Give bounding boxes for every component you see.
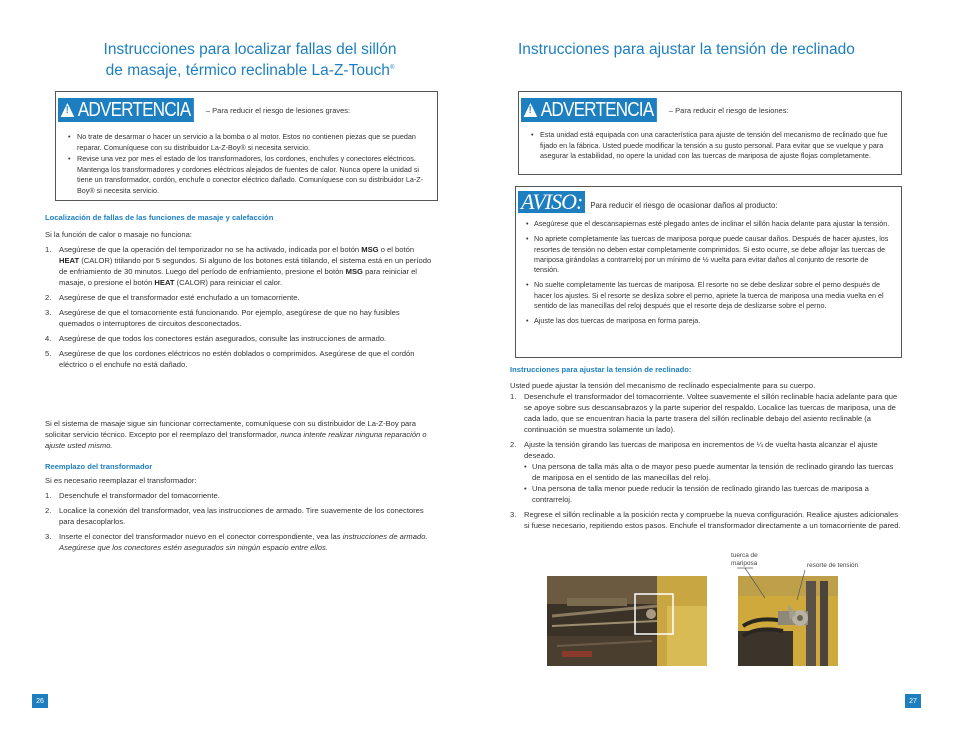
list-item: • Esta unidad está equipada con una característica para ajuste de tensión del mecanismo de reclinado que fue fijado en la fábrica. Usted puede modificar la tensión a su gusto personal. Para evitar que se vuelque y para asegurar la estabilidad, no opere la unidad con las tuercas de mariposa de ajuste flojas completamente. [531,130,893,162]
list-item: 2. Ajuste la tensión girando las tuercas de mariposa en incrementos de ¼ de vuelta hasta alcanzar el ajuste deseado. • Una persona de talla más alta o de mayor peso puede aumentar la tensión de reclinado girando las tuercas de mariposa en el sentido de las manecillas del reloj. • Una persona de talla menor puede reducir la tensión de reclinado girando las tuercas de mariposa a contrarreloj. [510,439,902,505]
list-item: 1. Asegúrese de que la operación del temporizador no se ha activado, indicada por el botón MSG o el botón HEAT (CALOR) titilando por 5 segundos. Si alguno de los botones está titilando, el sistema está en un período de enfriamiento de 30 minutos. Luego del período de enfriamiento, presione el botón MSG para reiniciar el masaje, o presione el botón HEAT (CALOR) para reiniciar el calor. [45,245,432,287]
section-transformer [45,475,435,553]
left-page-title: Instrucciones para localizar fallas del sillón de masaje, térmico reclinable La-Z-Touch® [103,41,397,80]
list-item: 3. Asegúrese de que el tomacorriente está funcionando. Por ejemplo, asegúrese de que no hay fusibles quemados o interruptores de circuitos desconectados. [45,308,400,328]
section-intro: Si la función de calor o masaje no funciona: [45,230,192,239]
wing-nut-caption: tuerca de mariposa [731,552,758,567]
aviso-list [526,219,893,327]
list-item: 3. Inserte el conector del transformador nuevo en el conector correspondiente, vea las instrucciones de armado. Asegúrese que los conectores estén asegurados sin ningún espacio entre ellos. [45,532,428,552]
list-item: • Revise una vez por mes el estado de los transformadores, los cordones, enchufes y conectores eléctricos. Mantenga los transformadores y cordones eléctricos alejados de fuentes de calor. Nunca opere la unidad si tiene un transformador, cordón, enchufe o conector eléctrico dañado. Comuníquese con su distribuidor La-Z-Boy® si necesita servicio. [68,154,429,196]
aviso-label: AVISO: [518,191,585,213]
list-item: 3. Regrese el sillón reclinable a la posición recta y compruebe la nueva configuración. Realice ajustes adicionales si fuese necesario, repitiendo estos pasos. Enchufe el transformador directamente a un tomacorriente de pared. [510,510,901,530]
warning-list [68,132,429,196]
section-heading-transformer: Reemplazo del transformador [45,462,153,471]
section-intro: Si es necesario reemplazar el transformador: [45,476,197,485]
sub-item: • Una persona de talla más alta o de mayor peso puede aumentar la tensión de reclinado girando las tuercas de mariposa en el sentido de las manecillas del reloj. [524,461,902,483]
list-item: • No suelte completamente las tuercas de mariposa. El resorte no se debe deslizar sobre el perno después de hacer los ajustes. Si el resorte se desliza sobre el perno, apriete la tuerca de mariposa una media vuelta en el sentido de las manecillas del reloj después que el resorte deja de deslizarse sobre el perno. [526,280,893,311]
section-heading-tension: Instrucciones para ajustar la tensión de reclinado: [510,365,692,374]
list-item: 4. Asegúrese de que todos los conectores están asegurados, consulte las instrucciones de armado. [45,334,387,343]
sub-item: • Una persona de talla menor puede reducir la tensión de reclinado girando las tuercas de mariposa a contrarreloj. [524,483,902,505]
warning-list [531,130,893,162]
warning-triangle-icon: ! [524,103,538,117]
caption-leader-lines [731,560,811,620]
service-note: Si el sistema de masaje sigue sin funcionar correctamente, comuníquese con su distribuidor de La-Z-Boy para solicitar servicio técnico. Excepto por el reemplazo del transformador, nunca intente realizar ninguna reparación o ajuste usted mismo. [45,419,427,450]
page-number: 27 [905,694,921,708]
section-tension [510,380,902,531]
list-item: • No trate de desarmar o hacer un servicio a la bomba o al motor. Estos no contienen piezas que se puedan reparar. Comuníquese con su distribuidor La-Z-Boy® si necesita servicio. [68,132,429,153]
right-page-title: Instrucciones para ajustar la tensión de reclinado [518,41,855,58]
section-troubleshoot [45,229,435,370]
list-item: • No apriete completamente las tuercas de mariposa porque puede causar daños. Después de hacer ajustes, los resortes de tensión no deben estar completamente comprimidos. Si esto ocurre, se debe aflojar las tuercas de mariposa girándolas a contrarreloj por un mínimo de ½ vuelta para evitar daños al conjunto de resorte de tensión. [526,234,893,275]
list-item: 2. Asegúrese de que el transformador esté enchufado a un tomacorriente. [45,293,300,302]
list-item: • Asegúrese que el descansapiernas esté plegado antes de inclinar el sillón hacia delante para ajustar la tensión. [526,219,893,229]
list-item: 1. Desenchufe el transformador del tomacorriente. Voltee suavemente el sillón reclinable hacia adelante para que se apoye sobre sus descansabrazos y la parte superior del respaldo. Localice las tuercas de mariposa, una de cada lado, que se encuentran hacia la parte trasera del sillón reclinable debajo del asiento reclinable (a continuación se muestra solamente un lado). [510,392,898,434]
list-item: 1. Desenchufe el transformador del tomacorriente. [45,491,220,500]
aviso-subtitle: Para reducir el riesgo de ocasionar daños al producto: [590,201,778,210]
right-page [477,0,954,742]
section-intro: Usted puede ajustar la tensión del mecanismo de reclinado especialmente para su cuerpo. [510,381,816,390]
list-item: • Ajuste las dos tuercas de mariposa en forma pareja. [526,316,893,326]
page-number: 26 [32,694,48,708]
warning-triangle-icon: ! [61,103,75,117]
warning-box-left [55,91,438,201]
spring-caption: resorte de tensión [807,562,859,569]
warning-label: ! ADVERTENCIA [58,98,194,122]
aviso-box [515,186,902,358]
list-item: 2. Localice la conexión del transformador, vea las instrucciones de armado. Tire suavemente de los conectores para desacoplarlos. [45,506,424,526]
warning-box-right [518,91,902,175]
warning-subtitle: – Para reducir el riesgo de lesiones: [668,105,789,115]
warning-label: ! ADVERTENCIA [521,98,657,122]
list-item: 5. Asegúrese de que los cordones eléctricos no estén doblados o comprimidos. Asegúrese de que el cordón eléctrico o el enchufe no está dañado. [45,349,415,369]
warning-subtitle: – Para reducir el riesgo de lesiones graves: [205,105,351,115]
recliner-underside-photo [547,576,707,666]
section-heading-troubleshoot: Localización de fallas de las funciones de masaje y calefacción [45,213,274,222]
